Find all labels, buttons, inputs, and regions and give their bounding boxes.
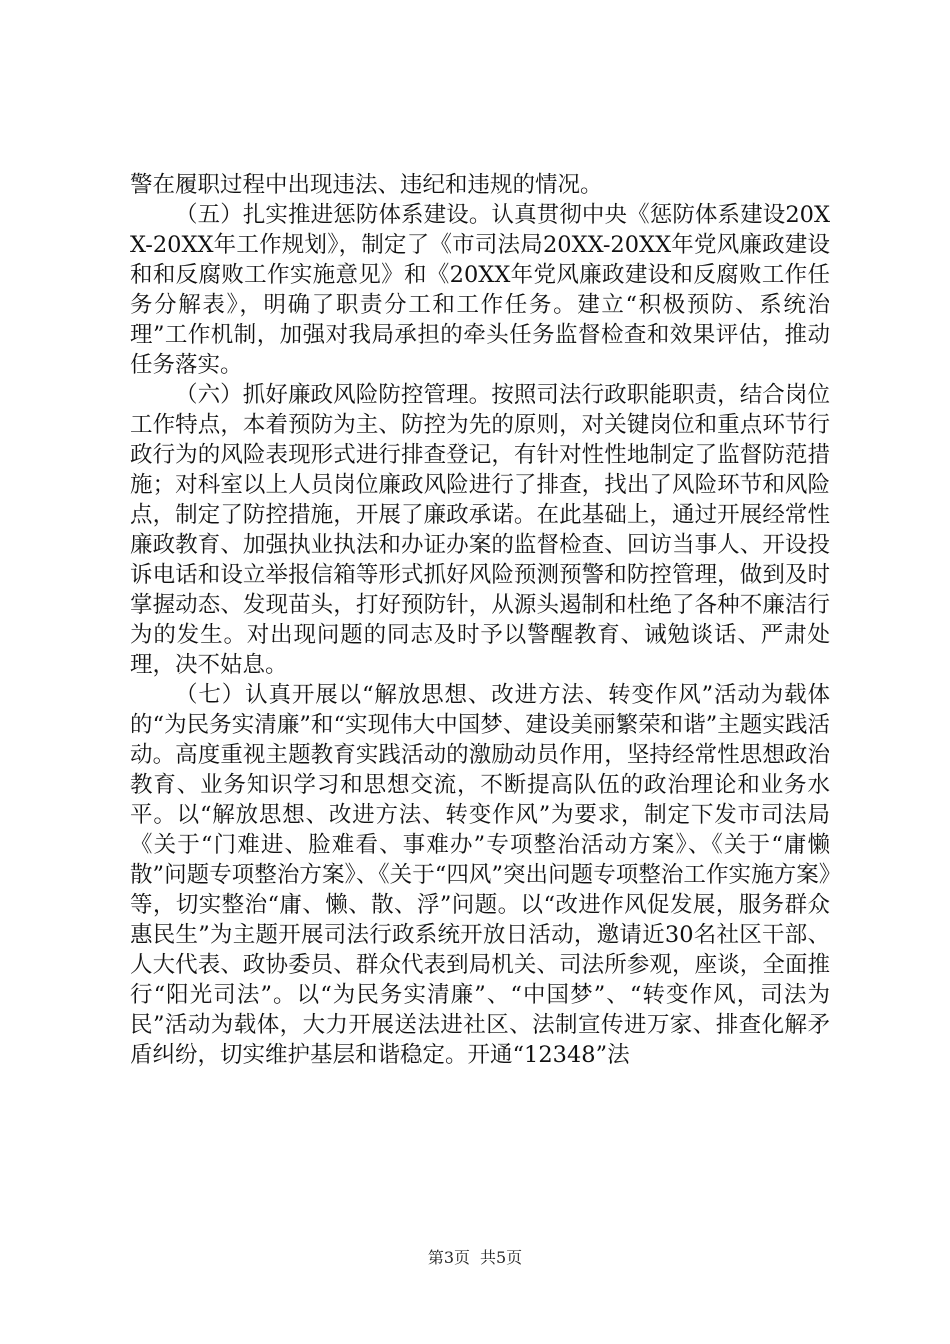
page-number-current: 第3页	[427, 1248, 470, 1267]
paragraph-section-6: （六）抓好廉政风险防控管理。按照司法行政职能职责，结合岗位工作特点，本着预防为主、防控为先的原则，对关键岗位和重点环节行政行为的风险表现形式进行排查登记，有针对性性地制定了监督防范措施；对科室以上人员岗位廉政风险进行了排查，找出了风险环节和风险点，制定了防控措施，开展了廉政承诺。在此基础上，通过开展经常性廉政教育、加强执业执法和办证办案的监督检查、回访当事人、开设投诉电话和设立举报信箱等形式抓好风险预测预警和防控管理，做到及时掌握动态、发现苗头，打好预防针，从源头遏制和杜绝了各种不廉洁行为的发生。对出现问题的同志及时予以警醒教育、诫勉谈话、严肃处理，决不姑息。	[130, 382, 830, 678]
paragraph-section-5: （五）扎实推进惩防体系建设。认真贯彻中央《惩防体系建设20XX-20XX年工作规划》，制定了《市司法局20XX-20XX年党风廉政建设和和反腐败工作实施意见》和《20XX年党风廉政建设和反腐败工作任务分解表》，明确了职责分工和工作任务。建立“积极预防、系统治理”工作机制，加强对我局承担的牵头任务监督检查和效果评估，推动任务落实。	[130, 202, 830, 378]
paragraph-continuation: 警在履职过程中出现违法、违纪和违规的情况。	[130, 172, 603, 198]
page-number-total: 共5页	[480, 1248, 523, 1267]
page-footer	[0, 1248, 950, 1268]
document-body	[130, 170, 830, 1070]
paragraph-section-7: （七）认真开展以“解放思想、改进方法、转变作风”活动为载体的“为民务实清廉”和“实现伟大中国梦、建设美丽繁荣和谐”主题实践活动。高度重视主题教育实践活动的激励动员作用，坚持经常性思想政治教育、业务知识学习和思想交流，不断提高队伍的政治理论和业务水平。以“解放思想、改进方法、转变作风”为要求，制定下发市司法局《关于“门难进、脸难看、事难办”专项整治活动方案》、《关于“庸懒散”问题专项整治方案》、《关于“四风”突出问题专项整治工作实施方案》等，切实整治“庸、懒、散、浮”问题。以“改进作风促发展，服务群众惠民生”为主题开展司法行政系统开放日活动，邀请近30名社区干部、人大代表、政协委员、群众代表到局机关、司法所参观，座谈，全面推行“阳光司法”。以“为民务实清廉”、“中国梦”、“转变作风，司法为民”活动为载体，大力开展送法进社区、法制宣传进万家、排查化解矛盾纠纷，切实维护基层和谐稳定。开通“12348”法	[130, 682, 830, 1068]
